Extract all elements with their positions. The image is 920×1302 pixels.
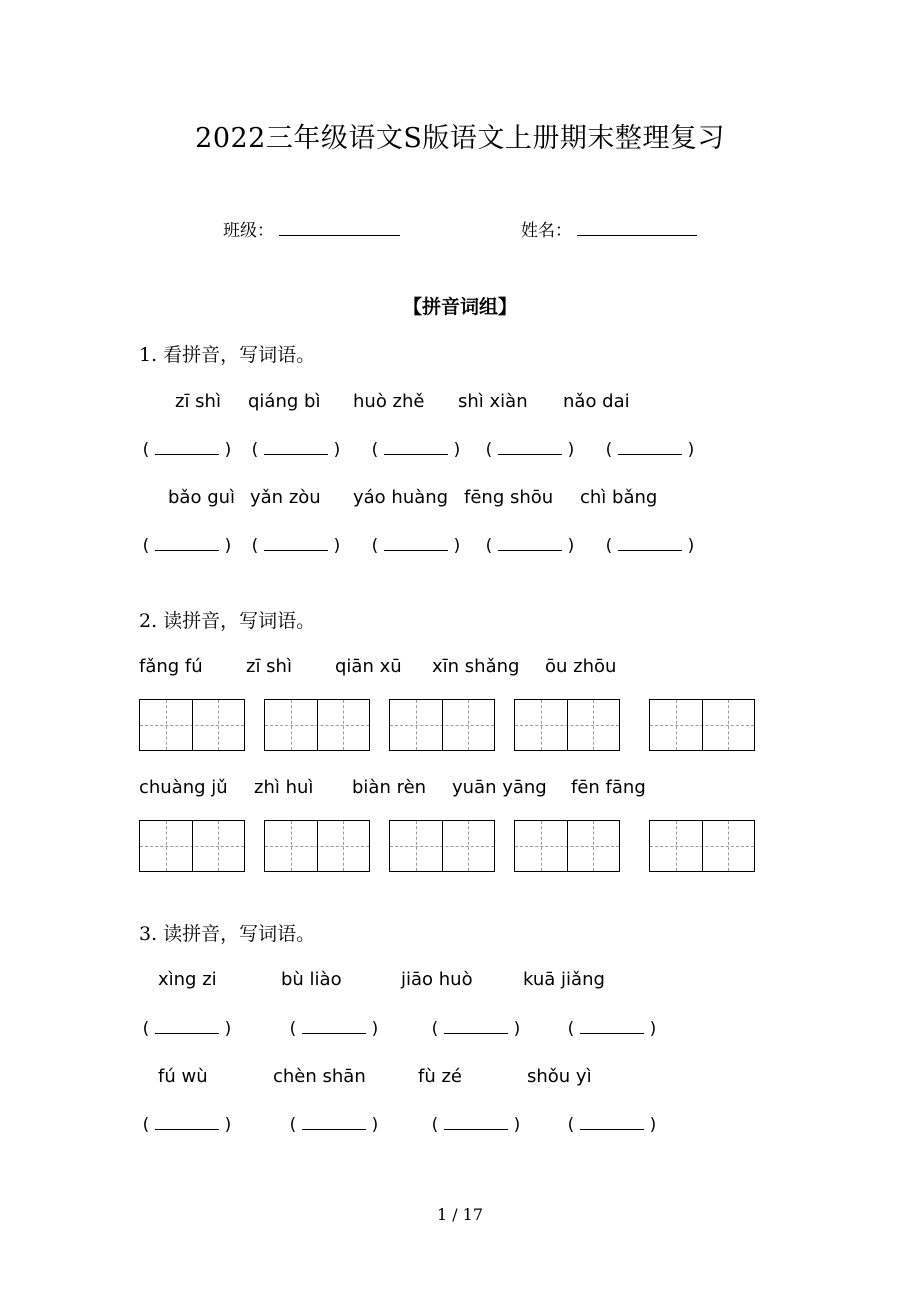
writing-grid[interactable] bbox=[389, 820, 495, 872]
pinyin: jiāo huò bbox=[401, 969, 473, 990]
answer-blank[interactable]: ( ) bbox=[289, 1019, 379, 1039]
answer-blank[interactable]: ( ) bbox=[567, 1115, 657, 1135]
answer-blank[interactable]: ( ) bbox=[431, 1019, 521, 1039]
pinyin: chì bǎng bbox=[580, 487, 658, 508]
writing-grid[interactable] bbox=[264, 699, 370, 751]
pinyin: huò zhě bbox=[353, 391, 425, 412]
pinyin: yuān yāng bbox=[452, 777, 547, 798]
pinyin: chuàng jǔ bbox=[139, 777, 228, 798]
pinyin: xīn shǎng bbox=[432, 656, 520, 677]
pinyin: qiáng bì bbox=[248, 391, 321, 412]
writing-grid[interactable] bbox=[514, 820, 620, 872]
answer-blank[interactable]: ( ) bbox=[251, 440, 341, 460]
pinyin: xìng zi bbox=[158, 969, 217, 990]
answer-blank[interactable]: ( ) bbox=[142, 440, 232, 460]
pinyin: fēng shōu bbox=[464, 487, 554, 508]
pinyin: fēn fāng bbox=[571, 777, 646, 798]
pinyin: bù liào bbox=[281, 969, 342, 990]
writing-grid[interactable] bbox=[649, 820, 755, 872]
answer-blank[interactable]: ( ) bbox=[142, 1019, 232, 1039]
pinyin: fù zé bbox=[418, 1066, 462, 1087]
pinyin: zī shì bbox=[246, 656, 292, 677]
q3-title: 3. 读拼音，写词语。 bbox=[139, 923, 316, 945]
pinyin: yáo huàng bbox=[353, 487, 449, 508]
answer-blank[interactable]: ( ) bbox=[605, 536, 695, 556]
writing-grid[interactable] bbox=[139, 699, 245, 751]
pinyin: kuā jiǎng bbox=[523, 969, 605, 990]
pinyin: shì xiàn bbox=[458, 391, 528, 412]
pinyin: bǎo guì bbox=[168, 487, 236, 508]
answer-blank[interactable]: ( ) bbox=[605, 440, 695, 460]
q1-title: 1. 看拼音，写词语。 bbox=[139, 344, 316, 366]
answer-blank[interactable]: ( ) bbox=[371, 536, 461, 556]
writing-grid[interactable] bbox=[649, 699, 755, 751]
page-title: 2022三年级语文S版语文上册期末整理复习 bbox=[195, 123, 725, 154]
pinyin: zī shì bbox=[175, 391, 221, 412]
pinyin: biàn rèn bbox=[352, 777, 427, 798]
section-heading: 【拼音词组】 bbox=[402, 296, 517, 318]
pinyin: fǎng fú bbox=[139, 656, 203, 677]
answer-blank[interactable]: ( ) bbox=[431, 1115, 521, 1135]
pinyin: yǎn zòu bbox=[250, 487, 321, 508]
answer-blank[interactable]: ( ) bbox=[371, 440, 461, 460]
writing-grid[interactable] bbox=[389, 699, 495, 751]
answer-blank[interactable]: ( ) bbox=[289, 1115, 379, 1135]
q2-title: 2. 读拼音，写词语。 bbox=[139, 610, 316, 632]
pinyin: chèn shān bbox=[273, 1066, 366, 1087]
answer-blank[interactable]: ( ) bbox=[485, 536, 575, 556]
pinyin: qiān xū bbox=[335, 656, 402, 677]
pinyin: ōu zhōu bbox=[545, 656, 617, 677]
class-field[interactable] bbox=[279, 235, 400, 236]
answer-blank[interactable]: ( ) bbox=[142, 1115, 232, 1135]
pinyin: shǒu yì bbox=[527, 1066, 592, 1087]
pinyin: nǎo dai bbox=[563, 391, 630, 412]
answer-blank[interactable]: ( ) bbox=[142, 536, 232, 556]
writing-grid[interactable] bbox=[139, 820, 245, 872]
class-label: 班级： bbox=[223, 221, 274, 241]
pinyin: zhì huì bbox=[254, 777, 314, 798]
writing-grid[interactable] bbox=[514, 699, 620, 751]
name-label: 姓名： bbox=[521, 221, 572, 241]
pinyin: fú wù bbox=[158, 1066, 208, 1087]
answer-blank[interactable]: ( ) bbox=[567, 1019, 657, 1039]
answer-blank[interactable]: ( ) bbox=[485, 440, 575, 460]
writing-grid[interactable] bbox=[264, 820, 370, 872]
answer-blank[interactable]: ( ) bbox=[251, 536, 341, 556]
page-number: 1 / 17 bbox=[436, 1205, 484, 1224]
name-field[interactable] bbox=[577, 235, 697, 236]
